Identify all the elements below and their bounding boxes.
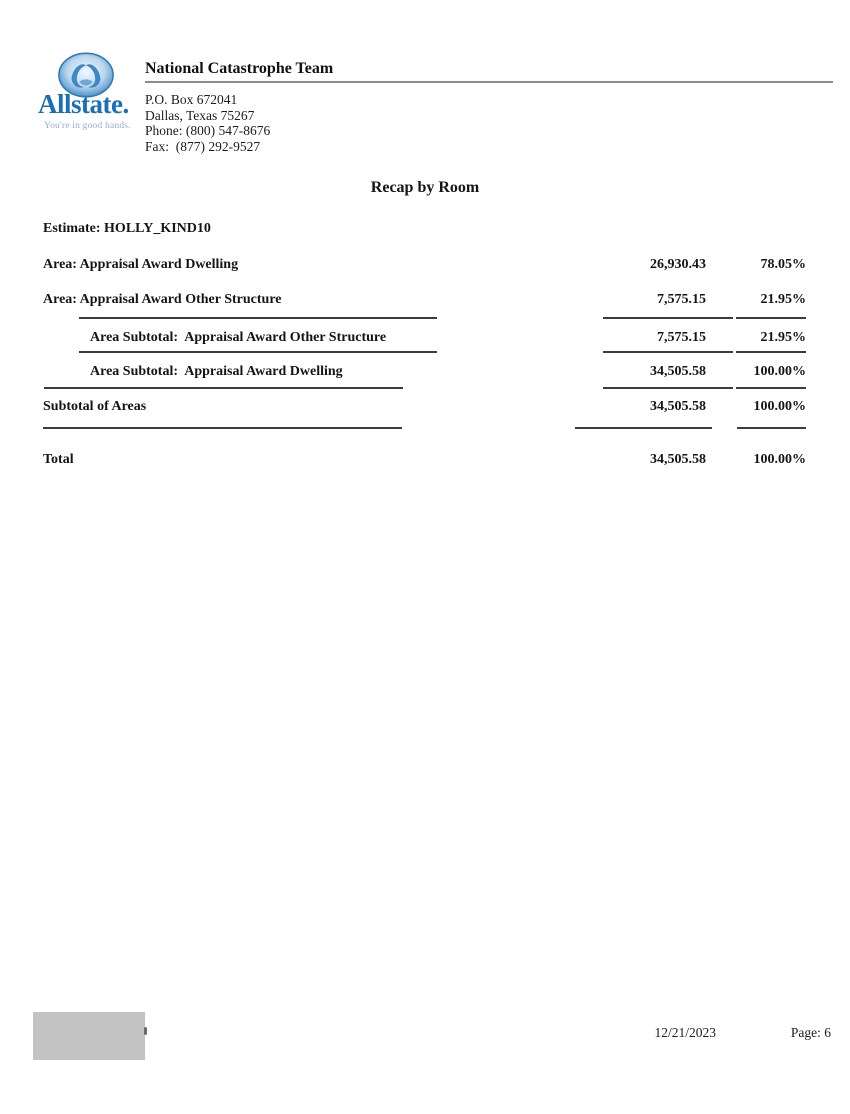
allstate-wordmark: Allstate.: [38, 89, 129, 119]
row-label: Area: Appraisal Award Dwelling: [43, 257, 239, 272]
rule-percent-1: [736, 317, 806, 319]
address-block: [145, 92, 270, 154]
rule-percent-3: [736, 387, 806, 389]
header-divider: [145, 81, 833, 83]
row-percent: 100.00%: [753, 364, 806, 379]
row-amount: 26,930.43: [650, 257, 706, 272]
page-title: Recap by Room: [370, 179, 480, 196]
rule-amount-4: [575, 427, 712, 429]
footer-date: 12/21/2023: [654, 1025, 716, 1040]
row-amount: 34,505.58: [650, 452, 706, 467]
row-label: Area: Appraisal Award Other Structure: [43, 292, 282, 307]
address-phone: Phone: (800) 547-8676: [145, 123, 271, 138]
rule-percent-4: [737, 427, 806, 429]
rule-label-2: [79, 351, 437, 353]
rule-percent-2: [736, 351, 806, 353]
row-label: Area Subtotal: Appraisal Award Dwelling: [90, 364, 343, 379]
rule-label-3: [44, 387, 403, 389]
address-city: Dallas, Texas 75267: [145, 107, 255, 123]
rule-amount-2: [603, 351, 733, 353]
redaction-artifact: [144, 1027, 147, 1035]
row-amount: 34,505.58: [650, 399, 706, 414]
row-percent: 100.00%: [753, 452, 806, 467]
row-label: Subtotal of Areas: [43, 399, 147, 414]
row-percent: 78.05%: [760, 257, 806, 272]
footer-page-number: Page: 6: [790, 1025, 831, 1040]
team-title: National Catastrophe Team: [145, 60, 334, 77]
estimate-label: Estimate: HOLLY_KIND10: [43, 221, 211, 236]
row-percent: 21.95%: [760, 292, 806, 307]
allstate-tagline: You're in good hands.: [44, 121, 131, 131]
row-amount: 7,575.15: [657, 292, 706, 307]
rule-amount-3: [603, 387, 733, 389]
row-percent: 100.00%: [753, 399, 806, 414]
row-amount: 7,575.15: [657, 330, 706, 345]
row-percent: 21.95%: [760, 330, 806, 345]
address-fax: Fax: (877) 292-9527: [145, 138, 261, 154]
address-po-box: P.O. Box 672041: [145, 92, 238, 107]
row-amount: 34,505.58: [650, 364, 706, 379]
rule-label-1: [79, 317, 437, 319]
rule-amount-1: [603, 317, 733, 319]
row-label: Total: [43, 452, 74, 467]
redacted-block: [33, 1012, 145, 1060]
rule-label-4: [43, 427, 402, 429]
row-label: Area Subtotal: Appraisal Award Other Structure: [90, 330, 387, 345]
